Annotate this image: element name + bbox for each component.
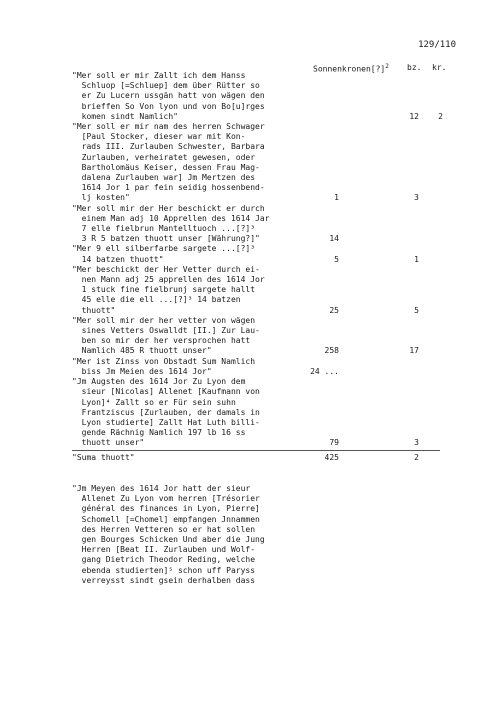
footnote-ref-2: 2 [385,63,389,70]
ledger-entry [0,377,504,448]
paragraph: "Jm Meyen des 1614 Jor hatt der sieur Allenet Zu Lyon vom herren [Trésorier général des finances in Lyon, Pierre] Schomell [=Chomel] empfangen Jnnammen des Herren Vetteren so er hat sollen gen Bourges Schicken Und aber die Jung Herren [Beat II. Zurlauben und Wolf- gang Dietrich Theodor Reding, welche ebenda studierten]⁵ schon uff Paryss verreysst sindt gsein derhalben dass [72,484,265,585]
entry-text: "Mer beschickt der Her Vetter durch ei- nen Mann adj 25 apprellen des 1614 Jor 1 stuck fine fielbrunj sargete hallt 45 elle die ell ...[?]³ 14 batzen thuott" [72,264,265,315]
entry-bz: 5 [414,305,419,315]
sum-rule [72,450,440,451]
entry-text: "Mer soll er mir nam des herren Schwager [Paul Stocker, dieser war mit Kon- rads III. Zurlauben Schwester, Barbara Zurlauben, verheiratet gewesen, oder Bartholomäus Keiser, dessen Frau Mag- dalena Zurlauben war] Jm Mertzen des 1614 Jor 1 par fein seidig hossenbend- lj kosten" [72,122,265,203]
column-header-kr: kr. [432,63,447,72]
ledger-entry [0,265,504,316]
entry-sonnenkronen: 25 [329,305,339,315]
sum-label: "Suma thuott" [72,452,135,462]
ledger-entry [0,357,504,377]
sum-sonnenkronen: 425 [324,452,339,462]
ledger-entry [0,122,504,204]
column-header-sonnenkronen-label: Sonnenkronen[?] [313,64,386,74]
column-header-bz: bz. [407,63,422,72]
entry-text: "Mer 9 ell silberfarbe sargete ...[?]³ 14 batzen thuott" [72,244,256,264]
entry-sonnenkronen: 14 [329,234,339,244]
entry-text: "Mer soll mir der Her beschickt er durch einem Man adj 10 Apprellen des 1614 Jar 7 elle fielbrun Mantelltuoch ...[?]³ 3 R 5 batzen thuott unser [Währung?]" [72,203,270,244]
entry-bz: 1 [414,254,419,264]
ledger-entry [0,71,504,122]
entry-sonnenkronen: 24 ... [310,366,339,376]
entry-bz: 3 [414,438,419,448]
entry-bz: 3 [414,193,419,203]
entry-sonnenkronen: 5 [334,254,339,264]
entry-text: "Mer soll mir der her vetter von wägen sines Vetters Oswalldt [II.] Zur Lau- ben so mir der her versprochen hatt Namlich 485 R thuott unser" [72,315,260,356]
ledger-entry [0,316,504,357]
entry-sonnenkronen: 258 [324,346,339,356]
sum-row [0,453,504,463]
ledger-entry [0,204,504,245]
ledger-entries [0,71,504,463]
entry-bz: 17 [409,346,419,356]
entry-text: "Jm Augsten des 1614 Jor Zu Lyon dem sieur [Nicolas] Allenet [Kaufmann von Lyon]⁴ Zallt so er Für sein suhn Frantziscus [Zurlauben, der damals in Lyon studierte] Zallt Hat Luth billi- gende Rächnig Namlich 197 lb 16 ss thuott unser" [72,377,260,448]
entry-sonnenkronen: 1 [334,193,339,203]
ledger-entry [0,244,504,264]
entry-text: "Mer soll er mir Zallt ich dem Hanss Schluop [=Schluep] dem über Rütter so er Zu Lucern ussgän hatt von wägen den brieffen So Von lyon und von Bo[u]rges komen sindt Namlich" [72,71,265,121]
entry-text: "Mer ist Zinss von Obstadt Sum Namlich biss Jm Meien des 1614 Jor" [72,356,256,376]
entry-bz: 12 [409,111,419,121]
page-number: 129/110 [418,40,456,50]
sum-bz: 2 [414,452,419,462]
entry-sonnenkronen: 79 [329,438,339,448]
entry-kr: 2 [438,111,443,121]
